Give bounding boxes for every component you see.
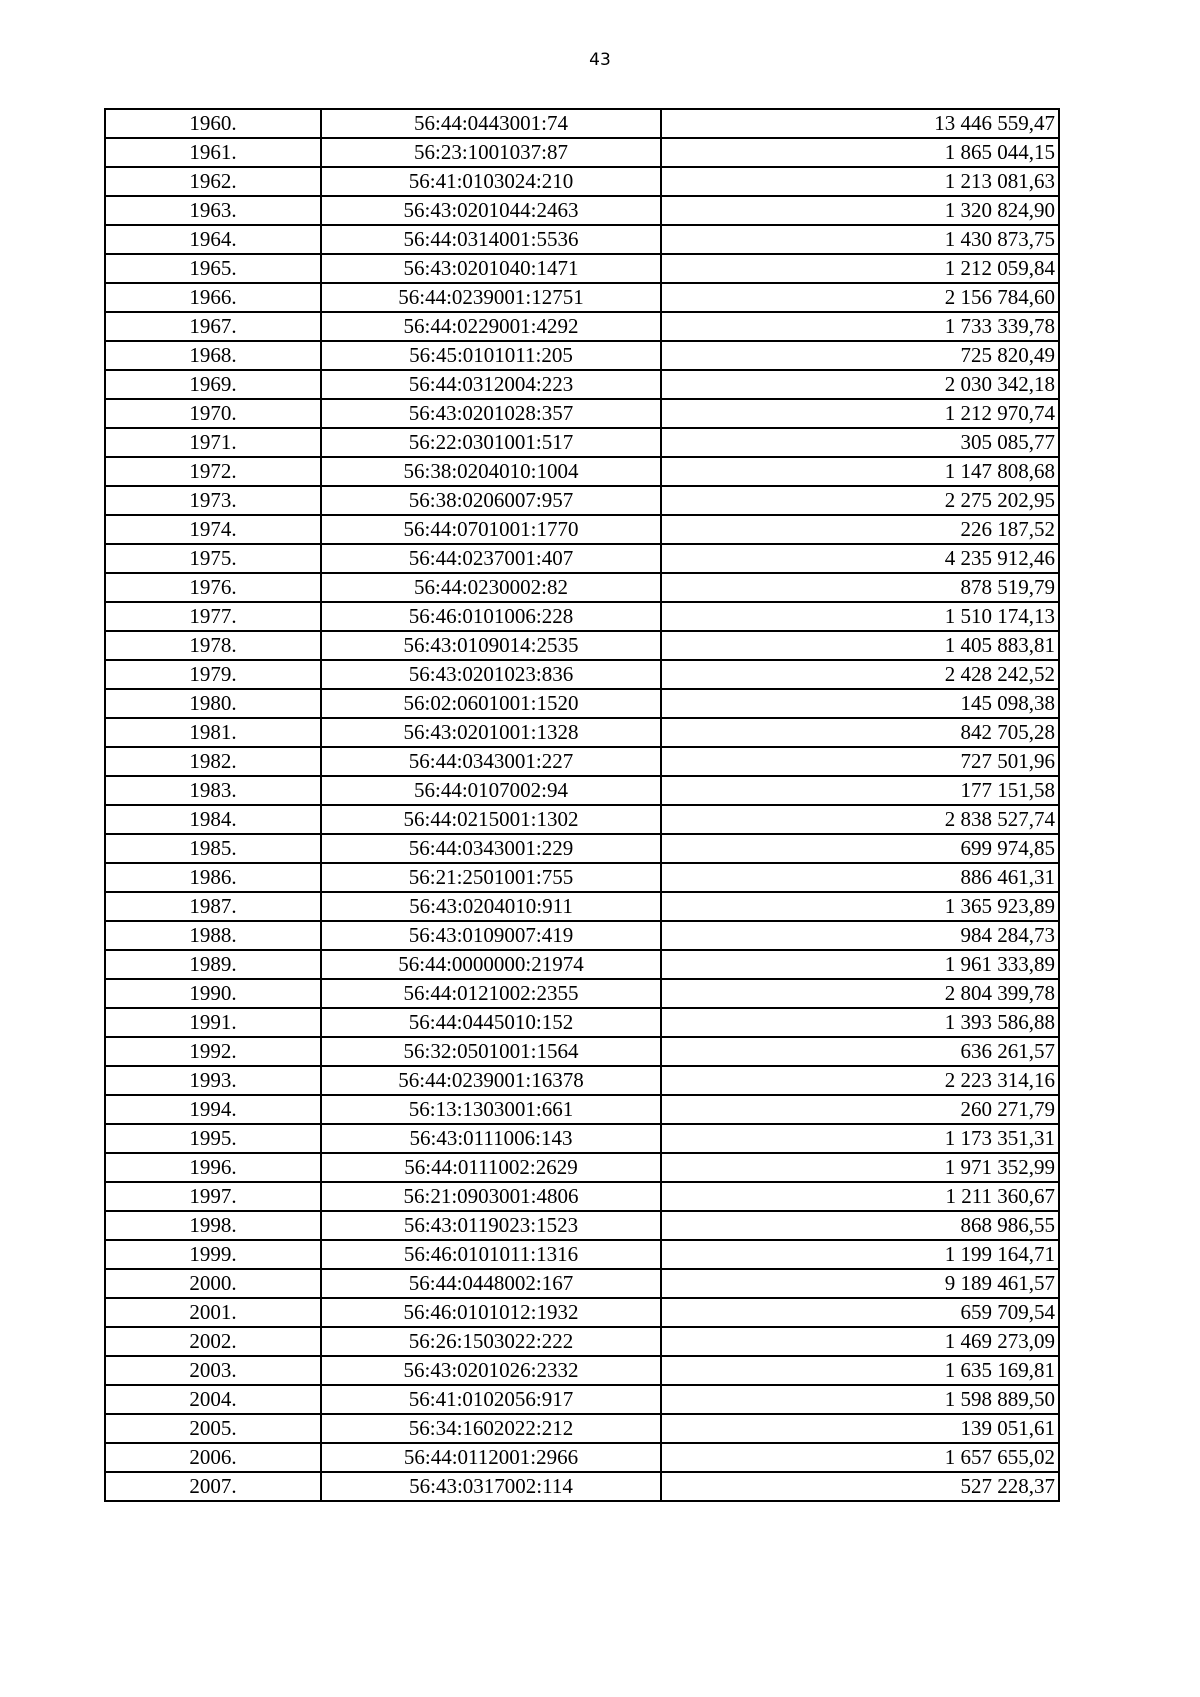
row-number-cell: 1970. — [105, 399, 321, 428]
cadastral-value-cell: 1 598 889,50 — [661, 1385, 1059, 1414]
table-row — [105, 1327, 1059, 1356]
cadastral-value-cell: 1 320 824,90 — [661, 196, 1059, 225]
cadastral-number-cell: 56:44:0230002:82 — [321, 573, 661, 602]
cadastral-value-cell: 305 085,77 — [661, 428, 1059, 457]
table-row — [105, 863, 1059, 892]
cadastral-value-cell: 2 030 342,18 — [661, 370, 1059, 399]
row-number-cell: 1976. — [105, 573, 321, 602]
table-row — [105, 486, 1059, 515]
row-number-cell: 1967. — [105, 312, 321, 341]
row-number-cell: 1968. — [105, 341, 321, 370]
row-number-cell: 1972. — [105, 457, 321, 486]
row-number-cell: 1969. — [105, 370, 321, 399]
row-number-cell: 1974. — [105, 515, 321, 544]
row-number-cell: 1971. — [105, 428, 321, 457]
cadastral-value-cell: 727 501,96 — [661, 747, 1059, 776]
table-row — [105, 1414, 1059, 1443]
row-number-cell: 1966. — [105, 283, 321, 312]
cadastral-value-cell: 842 705,28 — [661, 718, 1059, 747]
table-row — [105, 718, 1059, 747]
cadastral-value-cell: 868 986,55 — [661, 1211, 1059, 1240]
cadastral-value-cell: 636 261,57 — [661, 1037, 1059, 1066]
cadastral-number-cell: 56:43:0201040:1471 — [321, 254, 661, 283]
cadastral-number-cell: 56:13:1303001:661 — [321, 1095, 661, 1124]
table-row — [105, 341, 1059, 370]
cadastral-value-cell: 177 151,58 — [661, 776, 1059, 805]
cadastral-value-cell: 13 446 559,47 — [661, 109, 1059, 138]
row-number-cell: 1997. — [105, 1182, 321, 1211]
cadastral-number-cell: 56:44:0343001:229 — [321, 834, 661, 863]
table-row — [105, 1095, 1059, 1124]
cadastral-value-cell: 1 405 883,81 — [661, 631, 1059, 660]
cadastral-number-cell: 56:22:0301001:517 — [321, 428, 661, 457]
row-number-cell: 2002. — [105, 1327, 321, 1356]
page-number: 43 — [589, 50, 611, 70]
cadastral-number-cell: 56:32:0501001:1564 — [321, 1037, 661, 1066]
cadastral-value-cell: 1 365 923,89 — [661, 892, 1059, 921]
row-number-cell: 1999. — [105, 1240, 321, 1269]
table-row — [105, 1066, 1059, 1095]
cadastral-value-cell: 1 510 174,13 — [661, 602, 1059, 631]
cadastral-value-cell: 1 213 081,63 — [661, 167, 1059, 196]
cadastral-number-cell: 56:02:0601001:1520 — [321, 689, 661, 718]
cadastral-number-cell: 56:44:0000000:21974 — [321, 950, 661, 979]
table-row — [105, 834, 1059, 863]
cadastral-value-cell: 1 199 164,71 — [661, 1240, 1059, 1269]
row-number-cell: 1992. — [105, 1037, 321, 1066]
cadastral-number-cell: 56:43:0201044:2463 — [321, 196, 661, 225]
cadastral-value-cell: 2 275 202,95 — [661, 486, 1059, 515]
cadastral-number-cell: 56:43:0201001:1328 — [321, 718, 661, 747]
cadastral-value-cell: 1 173 351,31 — [661, 1124, 1059, 1153]
row-number-cell: 1985. — [105, 834, 321, 863]
cadastral-value-cell: 139 051,61 — [661, 1414, 1059, 1443]
table-row — [105, 602, 1059, 631]
row-number-cell: 1973. — [105, 486, 321, 515]
cadastral-value-cell: 1 430 873,75 — [661, 225, 1059, 254]
row-number-cell: 2004. — [105, 1385, 321, 1414]
table-row — [105, 254, 1059, 283]
cadastral-value-cell: 699 974,85 — [661, 834, 1059, 863]
cadastral-number-cell: 56:44:0237001:407 — [321, 544, 661, 573]
cadastral-number-cell: 56:44:0701001:1770 — [321, 515, 661, 544]
table-row — [105, 138, 1059, 167]
cadastral-value-cell: 725 820,49 — [661, 341, 1059, 370]
table-row — [105, 747, 1059, 776]
cadastral-number-cell: 56:44:0215001:1302 — [321, 805, 661, 834]
table-row — [105, 979, 1059, 1008]
cadastral-value-cell: 1 393 586,88 — [661, 1008, 1059, 1037]
table-row — [105, 892, 1059, 921]
row-number-cell: 1998. — [105, 1211, 321, 1240]
row-number-cell: 1993. — [105, 1066, 321, 1095]
table-row — [105, 1443, 1059, 1472]
cadastral-value-table — [104, 108, 1060, 1502]
row-number-cell: 1994. — [105, 1095, 321, 1124]
table-row — [105, 225, 1059, 254]
table-row — [105, 631, 1059, 660]
cadastral-value-cell: 2 156 784,60 — [661, 283, 1059, 312]
table-row — [105, 515, 1059, 544]
row-number-cell: 2006. — [105, 1443, 321, 1472]
table-row — [105, 573, 1059, 602]
cadastral-value-cell: 1 212 970,74 — [661, 399, 1059, 428]
row-number-cell: 1962. — [105, 167, 321, 196]
row-number-cell: 1964. — [105, 225, 321, 254]
row-number-cell: 1989. — [105, 950, 321, 979]
cadastral-number-cell: 56:43:0119023:1523 — [321, 1211, 661, 1240]
cadastral-number-cell: 56:26:1503022:222 — [321, 1327, 661, 1356]
table-row — [105, 1182, 1059, 1211]
row-number-cell: 1988. — [105, 921, 321, 950]
cadastral-value-cell: 1 971 352,99 — [661, 1153, 1059, 1182]
row-number-cell: 1960. — [105, 109, 321, 138]
table-row — [105, 457, 1059, 486]
table-row — [105, 196, 1059, 225]
row-number-cell: 1991. — [105, 1008, 321, 1037]
cadastral-number-cell: 56:43:0109014:2535 — [321, 631, 661, 660]
cadastral-number-cell: 56:44:0111002:2629 — [321, 1153, 661, 1182]
cadastral-number-cell: 56:44:0343001:227 — [321, 747, 661, 776]
cadastral-value-cell: 1 469 273,09 — [661, 1327, 1059, 1356]
table-row — [105, 1211, 1059, 1240]
table-row — [105, 1240, 1059, 1269]
cadastral-value-cell: 2 804 399,78 — [661, 979, 1059, 1008]
cadastral-value-cell: 659 709,54 — [661, 1298, 1059, 1327]
cadastral-number-cell: 56:44:0121002:2355 — [321, 979, 661, 1008]
cadastral-number-cell: 56:44:0112001:2966 — [321, 1443, 661, 1472]
row-number-cell: 1982. — [105, 747, 321, 776]
table-row — [105, 283, 1059, 312]
cadastral-number-cell: 56:43:0204010:911 — [321, 892, 661, 921]
table-row — [105, 428, 1059, 457]
row-number-cell: 1996. — [105, 1153, 321, 1182]
row-number-cell: 2000. — [105, 1269, 321, 1298]
cadastral-value-cell: 2 428 242,52 — [661, 660, 1059, 689]
row-number-cell: 1979. — [105, 660, 321, 689]
cadastral-number-cell: 56:44:0314001:5536 — [321, 225, 661, 254]
table-row — [105, 109, 1059, 138]
table-row — [105, 1124, 1059, 1153]
table-body — [105, 109, 1059, 1501]
cadastral-value-cell: 2 838 527,74 — [661, 805, 1059, 834]
cadastral-value-cell: 1 657 655,02 — [661, 1443, 1059, 1472]
cadastral-number-cell: 56:23:1001037:87 — [321, 138, 661, 167]
table-row — [105, 1356, 1059, 1385]
table-row — [105, 1385, 1059, 1414]
cadastral-value-cell: 1 147 808,68 — [661, 457, 1059, 486]
table-row — [105, 167, 1059, 196]
cadastral-number-cell: 56:21:0903001:4806 — [321, 1182, 661, 1211]
row-number-cell: 1987. — [105, 892, 321, 921]
table-row — [105, 689, 1059, 718]
cadastral-value-cell: 9 189 461,57 — [661, 1269, 1059, 1298]
row-number-cell: 1983. — [105, 776, 321, 805]
cadastral-number-cell: 56:43:0111006:143 — [321, 1124, 661, 1153]
cadastral-number-cell: 56:43:0317002:114 — [321, 1472, 661, 1501]
cadastral-value-cell: 1 961 333,89 — [661, 950, 1059, 979]
row-number-cell: 1977. — [105, 602, 321, 631]
cadastral-number-cell: 56:44:0448002:167 — [321, 1269, 661, 1298]
table-row — [105, 1037, 1059, 1066]
cadastral-number-cell: 56:46:0101006:228 — [321, 602, 661, 631]
cadastral-number-cell: 56:44:0239001:16378 — [321, 1066, 661, 1095]
cadastral-number-cell: 56:34:1602022:212 — [321, 1414, 661, 1443]
cadastral-number-cell: 56:46:0101011:1316 — [321, 1240, 661, 1269]
table-row — [105, 544, 1059, 573]
table-row — [105, 399, 1059, 428]
cadastral-number-cell: 56:44:0312004:223 — [321, 370, 661, 399]
cadastral-number-cell: 56:46:0101012:1932 — [321, 1298, 661, 1327]
cadastral-number-cell: 56:38:0204010:1004 — [321, 457, 661, 486]
row-number-cell: 1980. — [105, 689, 321, 718]
row-number-cell: 1961. — [105, 138, 321, 167]
cadastral-value-cell: 4 235 912,46 — [661, 544, 1059, 573]
row-number-cell: 1986. — [105, 863, 321, 892]
cadastral-number-cell: 56:41:0102056:917 — [321, 1385, 661, 1414]
cadastral-value-cell: 886 461,31 — [661, 863, 1059, 892]
table-row — [105, 312, 1059, 341]
table-row — [105, 805, 1059, 834]
cadastral-number-cell: 56:43:0201023:836 — [321, 660, 661, 689]
cadastral-number-cell: 56:45:0101011:205 — [321, 341, 661, 370]
cadastral-number-cell: 56:38:0206007:957 — [321, 486, 661, 515]
cadastral-value-cell: 2 223 314,16 — [661, 1066, 1059, 1095]
cadastral-value-cell: 145 098,38 — [661, 689, 1059, 718]
table-row — [105, 370, 1059, 399]
cadastral-number-cell: 56:44:0107002:94 — [321, 776, 661, 805]
row-number-cell: 1984. — [105, 805, 321, 834]
cadastral-value-cell: 1 211 360,67 — [661, 1182, 1059, 1211]
row-number-cell: 2003. — [105, 1356, 321, 1385]
row-number-cell: 1981. — [105, 718, 321, 747]
cadastral-value-cell: 1 865 044,15 — [661, 138, 1059, 167]
cadastral-value-cell: 527 228,37 — [661, 1472, 1059, 1501]
table-row — [105, 1298, 1059, 1327]
table-row — [105, 660, 1059, 689]
cadastral-number-cell: 56:43:0201028:357 — [321, 399, 661, 428]
row-number-cell: 1995. — [105, 1124, 321, 1153]
cadastral-value-cell: 1 212 059,84 — [661, 254, 1059, 283]
cadastral-number-cell: 56:21:2501001:755 — [321, 863, 661, 892]
cadastral-number-cell: 56:44:0239001:12751 — [321, 283, 661, 312]
table-row — [105, 1472, 1059, 1501]
table-row — [105, 1153, 1059, 1182]
table-row — [105, 1008, 1059, 1037]
row-number-cell: 1978. — [105, 631, 321, 660]
cadastral-value-cell: 1 733 339,78 — [661, 312, 1059, 341]
cadastral-number-cell: 56:43:0201026:2332 — [321, 1356, 661, 1385]
table-row — [105, 921, 1059, 950]
row-number-cell: 1965. — [105, 254, 321, 283]
cadastral-value-cell: 260 271,79 — [661, 1095, 1059, 1124]
cadastral-number-cell: 56:44:0443001:74 — [321, 109, 661, 138]
table-row — [105, 950, 1059, 979]
row-number-cell: 1975. — [105, 544, 321, 573]
table-row — [105, 1269, 1059, 1298]
cadastral-number-cell: 56:41:0103024:210 — [321, 167, 661, 196]
cadastral-value-cell: 226 187,52 — [661, 515, 1059, 544]
cadastral-value-cell: 878 519,79 — [661, 573, 1059, 602]
row-number-cell: 2005. — [105, 1414, 321, 1443]
row-number-cell: 1990. — [105, 979, 321, 1008]
row-number-cell: 2001. — [105, 1298, 321, 1327]
row-number-cell: 1963. — [105, 196, 321, 225]
cadastral-value-cell: 984 284,73 — [661, 921, 1059, 950]
cadastral-value-cell: 1 635 169,81 — [661, 1356, 1059, 1385]
table-row — [105, 776, 1059, 805]
cadastral-number-cell: 56:44:0229001:4292 — [321, 312, 661, 341]
cadastral-number-cell: 56:43:0109007:419 — [321, 921, 661, 950]
row-number-cell: 2007. — [105, 1472, 321, 1501]
cadastral-number-cell: 56:44:0445010:152 — [321, 1008, 661, 1037]
